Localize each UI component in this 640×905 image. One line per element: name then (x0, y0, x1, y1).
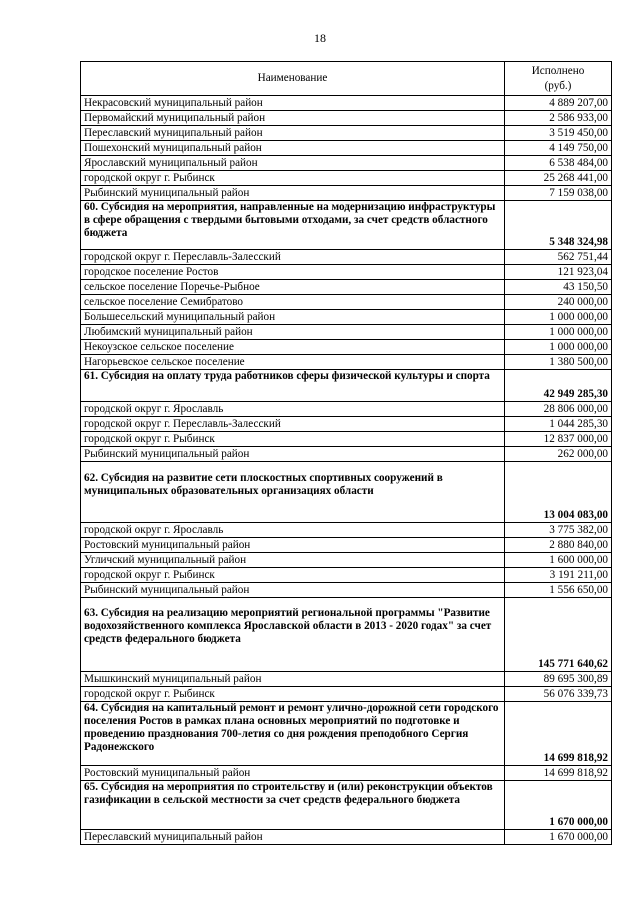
row-name: Переславский муниципальный район (81, 830, 505, 845)
row-amount: 89 695 300,89 (505, 672, 612, 687)
row-name: городской округ г. Рыбинск (81, 568, 505, 583)
row-amount: 43 150,50 (505, 280, 612, 295)
section-total: 1 670 000,00 (505, 781, 612, 830)
row-amount: 1 380 500,00 (505, 355, 612, 370)
section-row-64 (81, 702, 612, 766)
row-amount: 25 268 441,00 (505, 171, 612, 186)
section-total: 145 771 640,62 (505, 598, 612, 672)
table-row (81, 538, 612, 553)
table-row (81, 523, 612, 538)
section-title: 60. Субсидия на мероприятия, направленные на модернизацию инфраструктуры в сфере обращения с твердыми бытовыми отходами, за счет средств областного бюджета (81, 201, 505, 250)
row-amount: 240 000,00 (505, 295, 612, 310)
row-amount: 1 556 650,00 (505, 583, 612, 598)
column-header-amount-line2: (руб.) (544, 79, 572, 92)
row-amount: 1 600 000,00 (505, 553, 612, 568)
table-row (81, 96, 612, 111)
row-name: городской округ г. Переславль-Залесский (81, 417, 505, 432)
row-name: Большесельский муниципальный район (81, 310, 505, 325)
table-row (81, 111, 612, 126)
section-title: 62. Субсидия на развитие сети плоскостных спортивных сооружений в муниципальных образовательных организациях области (81, 462, 505, 523)
row-name: городской округ г. Ярославль (81, 402, 505, 417)
table-row (81, 126, 612, 141)
table-row (81, 553, 612, 568)
row-amount: 562 751,44 (505, 250, 612, 265)
row-name: Рыбинский муниципальный район (81, 583, 505, 598)
table-row (81, 432, 612, 447)
table-row (81, 141, 612, 156)
row-name: сельское поселение Семибратово (81, 295, 505, 310)
row-amount: 4 149 750,00 (505, 141, 612, 156)
table-row (81, 325, 612, 340)
table-row (81, 310, 612, 325)
section-row-60 (81, 201, 612, 250)
row-name: городской округ г. Рыбинск (81, 432, 505, 447)
subsidy-table (80, 61, 612, 845)
row-amount: 28 806 000,00 (505, 402, 612, 417)
row-amount: 7 159 038,00 (505, 186, 612, 201)
row-name: Рыбинский муниципальный район (81, 447, 505, 462)
row-amount: 56 076 339,73 (505, 687, 612, 702)
table-header-row (81, 62, 612, 96)
row-name: Мышкинский муниципальный район (81, 672, 505, 687)
table-row (81, 295, 612, 310)
section-title: 64. Субсидия на капитальный ремонт и ремонт улично-дорожной сети городского поселения Ростов в рамках плана основных мероприятий по подготовке и проведению празднования 700-летия со дня рождения преподобного Сергия Радонежского (81, 702, 505, 766)
section-total: 5 348 324,98 (505, 201, 612, 250)
row-amount: 4 889 207,00 (505, 96, 612, 111)
row-amount: 3 519 450,00 (505, 126, 612, 141)
row-amount: 121 923,04 (505, 265, 612, 280)
row-amount: 1 000 000,00 (505, 325, 612, 340)
section-row-65 (81, 781, 612, 830)
table-row (81, 447, 612, 462)
row-name: Ярославский муниципальный район (81, 156, 505, 171)
table-row (81, 186, 612, 201)
table-row (81, 687, 612, 702)
row-name: Нагорьевское сельское поселение (81, 355, 505, 370)
table-row (81, 340, 612, 355)
row-amount: 14 699 818,92 (505, 766, 612, 781)
row-amount: 1 000 000,00 (505, 310, 612, 325)
row-name: сельское поселение Поречье-Рыбное (81, 280, 505, 295)
row-name: Рыбинский муниципальный район (81, 186, 505, 201)
row-amount: 6 538 484,00 (505, 156, 612, 171)
page-number: 18 (314, 31, 326, 45)
row-name: Пошехонский муниципальный район (81, 141, 505, 156)
section-total: 14 699 818,92 (505, 702, 612, 766)
column-header-amount-line1: Исполнено (531, 64, 585, 77)
row-name: Первомайский муниципальный район (81, 111, 505, 126)
row-name: городской округ г. Рыбинск (81, 171, 505, 186)
row-name: городской округ г. Рыбинск (81, 687, 505, 702)
row-name: Некрасовский муниципальный район (81, 96, 505, 111)
table-row (81, 156, 612, 171)
row-name: Угличский муниципальный район (81, 553, 505, 568)
column-header-name: Наименование (81, 62, 505, 96)
row-amount: 3 775 382,00 (505, 523, 612, 538)
row-name: городское поселение Ростов (81, 265, 505, 280)
row-amount: 3 191 211,00 (505, 568, 612, 583)
section-title: 65. Субсидия на мероприятия по строительству и (или) реконструкции объектов газификации в сельской местности за счет средств федерального бюджета (81, 781, 505, 830)
row-name: Любимский муниципальный район (81, 325, 505, 340)
row-name: Ростовский муниципальный район (81, 766, 505, 781)
row-amount: 2 586 933,00 (505, 111, 612, 126)
table-row (81, 766, 612, 781)
row-amount: 12 837 000,00 (505, 432, 612, 447)
row-amount: 262 000,00 (505, 447, 612, 462)
row-name: городской округ г. Переславль-Залесский (81, 250, 505, 265)
row-amount: 1 000 000,00 (505, 340, 612, 355)
row-amount: 2 880 840,00 (505, 538, 612, 553)
section-row-62 (81, 462, 612, 523)
table-row (81, 265, 612, 280)
table-row (81, 250, 612, 265)
table-row (81, 417, 612, 432)
row-name: Переславский муниципальный район (81, 126, 505, 141)
table-row (81, 280, 612, 295)
row-name: Некоузское сельское поселение (81, 340, 505, 355)
row-amount: 1 044 285,30 (505, 417, 612, 432)
table-row (81, 583, 612, 598)
row-name: Ростовский муниципальный район (81, 538, 505, 553)
section-row-61 (81, 370, 612, 402)
section-total: 42 949 285,30 (505, 370, 612, 402)
table-row (81, 568, 612, 583)
column-header-amount (505, 62, 612, 96)
table-row (81, 830, 612, 845)
table-row (81, 171, 612, 186)
row-name: городской округ г. Ярославль (81, 523, 505, 538)
section-row-63 (81, 598, 612, 672)
row-amount: 1 670 000,00 (505, 830, 612, 845)
section-title: 61. Субсидия на оплату труда работников сферы физической культуры и спорта (81, 370, 505, 402)
table-row (81, 355, 612, 370)
table-row (81, 402, 612, 417)
table-row (81, 672, 612, 687)
section-total: 13 004 083,00 (505, 462, 612, 523)
section-title: 63. Субсидия на реализацию мероприятий региональной программы "Развитие водохозяйственного комплекса Ярославской области в 2013 - 2020 годах" за счет средств федерального бюджета (81, 598, 505, 672)
